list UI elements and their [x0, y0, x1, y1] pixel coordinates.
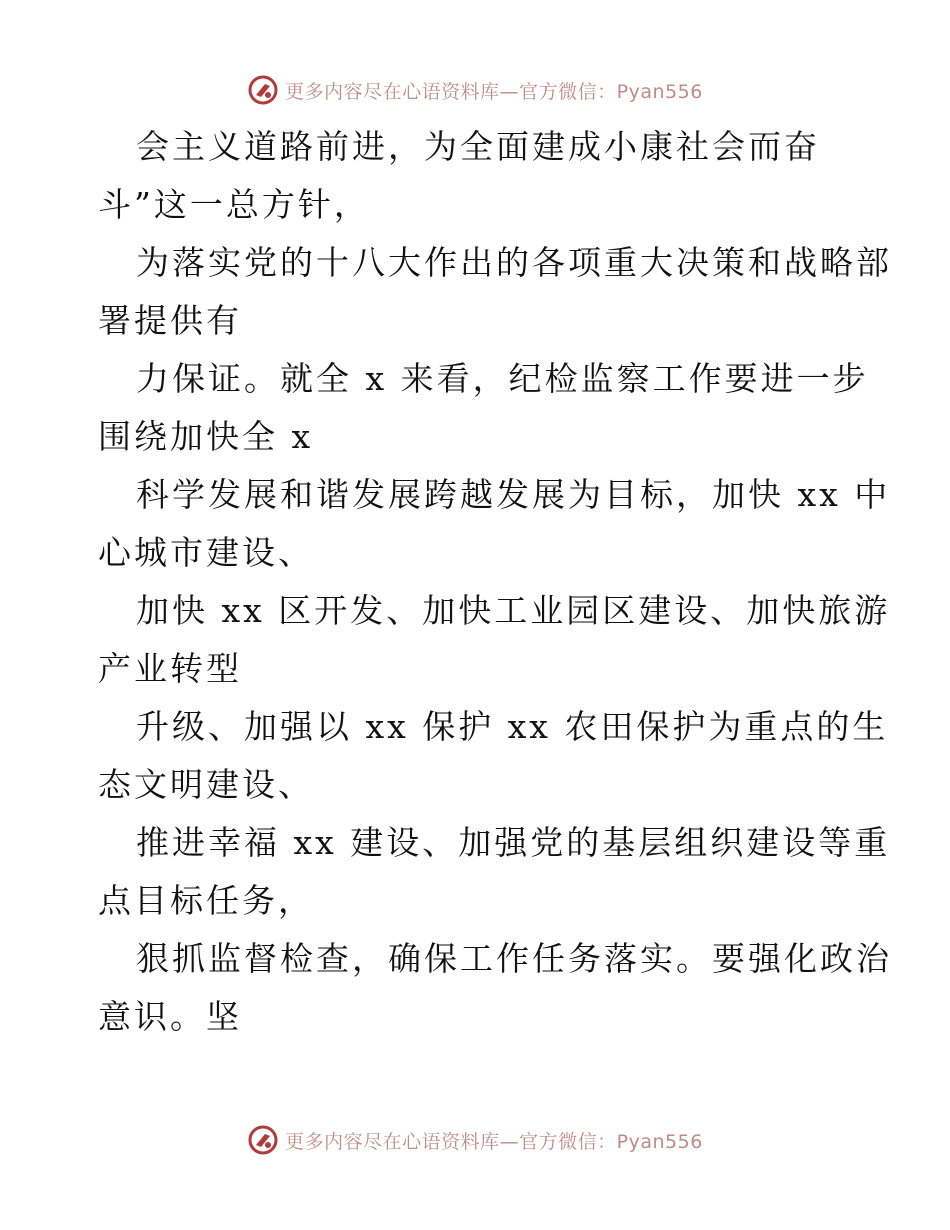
paragraph — [98, 698, 889, 814]
seal-logo-icon — [247, 74, 279, 106]
paragraph-line: 力保证。就全 x 来看，纪检监察工作要进一步 — [136, 359, 869, 398]
header-watermark — [0, 72, 950, 108]
paragraph-line: 点目标任务， — [98, 881, 314, 920]
paragraph-line: 围绕加快全 x — [98, 417, 314, 456]
paragraph-line: 加快 xx 区开发、加快工业园区建设、加快旅游 — [136, 591, 891, 630]
watermark-text: 更多内容尽在心语资料库—官方微信：Pyan556 — [285, 1130, 703, 1153]
paragraph — [98, 930, 892, 1046]
paragraph-line: 斗”这一总方针， — [98, 185, 370, 224]
paragraph-line: 意识。坚 — [98, 997, 242, 1036]
paragraph-line: 会主义道路前进，为全面建成小康社会而奋 — [136, 127, 820, 166]
document-body — [98, 118, 892, 1046]
paragraph — [98, 350, 869, 466]
seal-logo-icon — [247, 1124, 279, 1156]
paragraph — [98, 814, 891, 930]
paragraph-line: 狠抓监督检查，确保工作任务落实。要强化政治 — [136, 939, 892, 978]
paragraph-line: 为落实党的十八大作出的各项重大决策和战略部 — [136, 243, 892, 282]
paragraph — [98, 466, 891, 582]
paragraph-line: 态文明建设、 — [98, 765, 314, 804]
paragraph-line: 升级、加强以 xx 保护 xx 农田保护为重点的生 — [136, 707, 889, 746]
paragraph-line: 科学发展和谐发展跨越发展为目标，加快 xx 中 — [136, 475, 891, 514]
paragraph-line: 推进幸福 xx 建设、加强党的基层组织建设等重 — [136, 823, 891, 862]
paragraph-line: 署提供有 — [98, 301, 242, 340]
paragraph — [98, 118, 858, 234]
paragraph-line: 心城市建设、 — [98, 533, 314, 572]
footer-watermark — [0, 1122, 950, 1158]
paragraph — [98, 234, 892, 350]
watermark-text: 更多内容尽在心语资料库—官方微信：Pyan556 — [285, 80, 703, 103]
paragraph-line: 产业转型 — [98, 649, 242, 688]
paragraph — [98, 582, 891, 698]
